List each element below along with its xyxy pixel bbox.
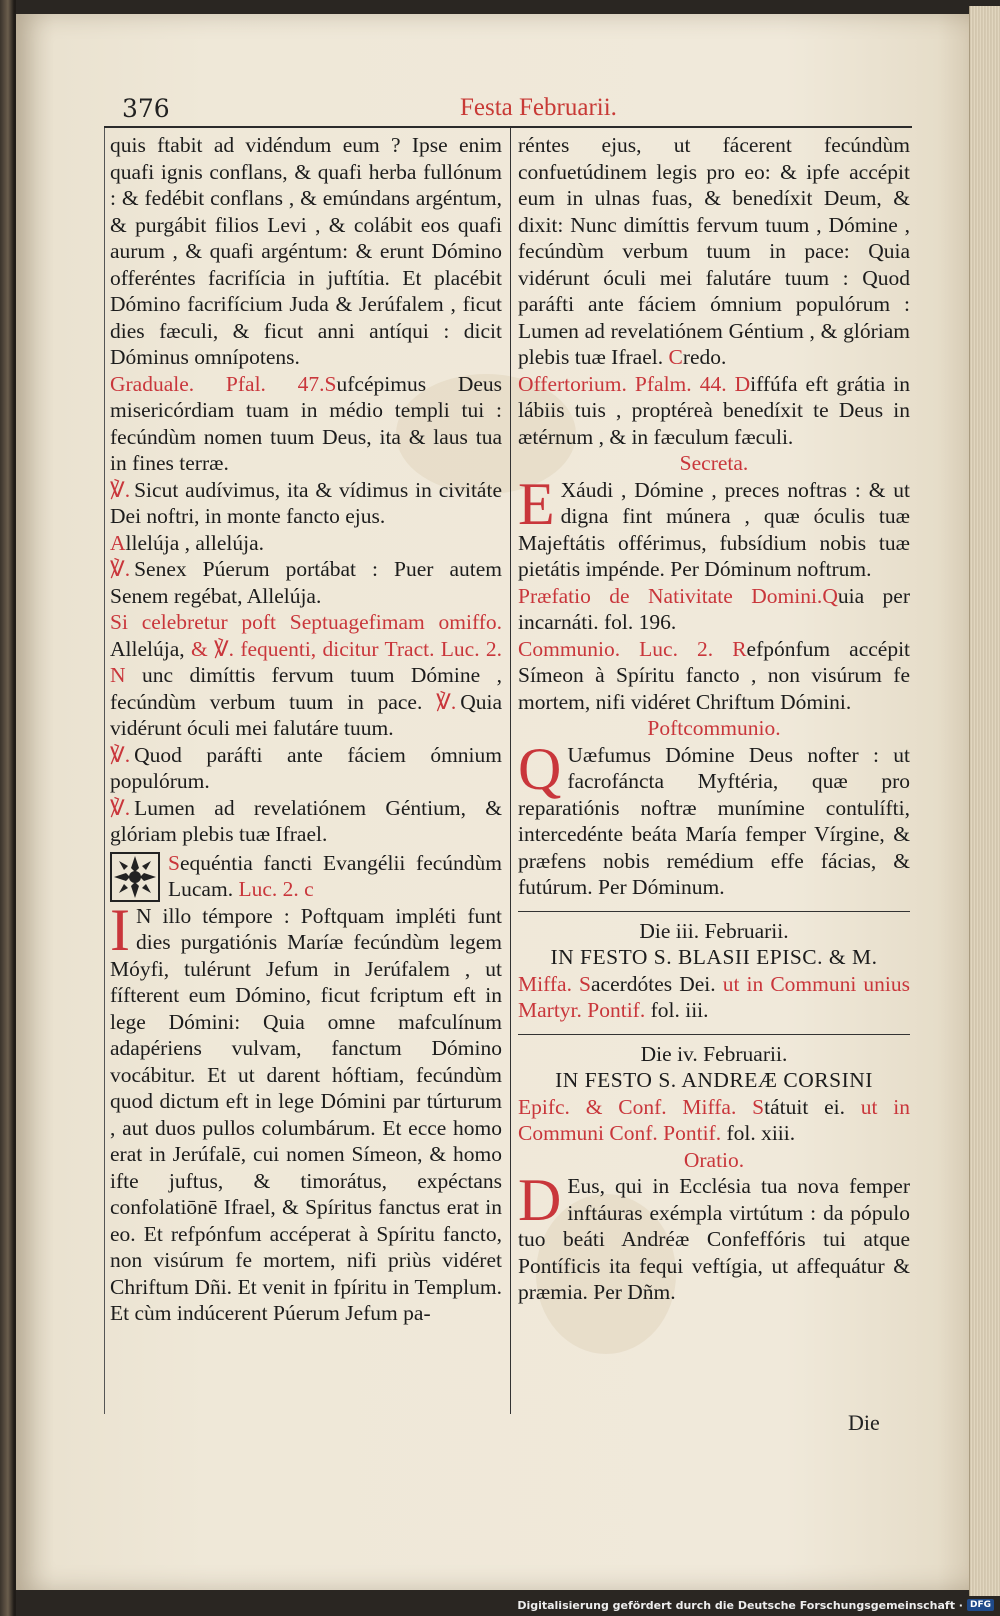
offertorium-text: iffúfa eft grátia in lábiis tuis , proptéreà benedíxit te Deus in ætérnum , & in fæculum fæculi.	[518, 371, 910, 449]
gospel-body: N illo témpore : Poftquam impléti funt dies purgatiónis Maríæ fecúndùm legem Móyfi, tulérunt Jefum in Jerúfalem , ut fífterent eum Dómino, ficut fcriptum eft in lege Dómini: Quia omne mafculínum adapériens vulvam, fanctum Dómino vocábitur. Et ut darent hóftiam, fecúndùm quod dictum eft in lege Dómini par túrturum , aut duos pullos columbárum. Et ecce homo erat in Jerúfalē, cui nomen Símeon, & homo ifte juftus, & timorátus, expéctans confolatiōnē Ifrael, & Spíritus fanctus erat in eo. Et refpónfum accéperat à Spíritu fancto, non visúrum fe mortem, nifi priùs vidéret Chriftum Dñi. Et venit in fpíritu in Templum. Et cùm indúcerent Púerum Jefum pa-	[110, 903, 502, 1325]
alleluia-text: llelúja , allelúja.	[125, 530, 265, 555]
praefatio-initial: Q	[822, 583, 838, 608]
malachi-reading-end: quis ftabit ad vidéndum eum ? Ipse enim quafi ignis conflans, & quafi herba fullónum : & fedébit conflans , & emúndans argéntum, & purgábit filios Levi , & colábit eos quafi aurum , & quafi argéntum: & erunt Dómino offeréntes facrifícia in juftítia. Et placébit Dómino facrifícium Juda & Jerúfalem , ficut dies fæculi, & ficut anni antíqui : dicit Dóminus omnípotens.	[110, 133, 502, 369]
versicle-2	[110, 556, 502, 609]
versicle-5	[110, 795, 502, 848]
praefatio-label: Præfatio de Nativitate Domini.	[518, 583, 823, 608]
gospel-text	[110, 896, 502, 1327]
feast-mass-1	[518, 971, 910, 1024]
communio-initial: R	[732, 636, 747, 661]
missa-label: Miffa.	[518, 971, 572, 996]
tract-text: unc dimíttis fervum tuum Dómine , fecúndùm verbum tuum in pace.	[110, 663, 502, 714]
oratio-title: Oratio.	[683, 1147, 745, 1172]
gospel-dropcap: I	[110, 896, 130, 963]
versicle-text: Sicut audívimus, ita & vídimus in civitáte Dei noftri, in monte fancto ejus.	[110, 477, 502, 528]
oratio-dropcap: D	[518, 1167, 562, 1233]
left-column	[110, 132, 502, 1327]
credo-initial: C	[668, 345, 683, 369]
credo-text: redo.	[682, 345, 727, 369]
graduale-text: ufcépimus Deus misericórdiam tuam in médio templi tui : fecúndùm nomen tuum Deus, ita & laus tua in fines terræ.	[110, 371, 503, 475]
feast-title-2: IN FESTO S. ANDREÆ CORSINI	[555, 1068, 873, 1092]
versicle-icon: ℣.	[110, 742, 131, 767]
text-frame	[104, 126, 912, 1416]
digitization-footer	[517, 1596, 994, 1614]
versicle-1	[110, 477, 502, 530]
communio-label: Communio. Luc. 2.	[518, 636, 714, 661]
feast-date-1: Die iii. Februarii.	[639, 918, 789, 943]
postcommunio-text: Uæfumus Dómine Deus nofter : ut facrofáncta Myftéria, quæ pro reparatiónis noftræ munímine contulífti, intercedénte beáta María femper Vírgine, & præfens nobis remédium effe fácias, & futúrum. Per Dóminum.	[518, 742, 910, 899]
secreta-dropcap: E	[518, 470, 555, 537]
postcommunio	[518, 735, 910, 901]
versicle-text: Senex Púerum portábat : Puer autem Senem regébat, Allelúja.	[110, 557, 502, 608]
rubric-text: Si celebretur poft Septuagefimam omiffo.	[110, 610, 502, 634]
versicle-text: Lumen ad revelatiónem Géntium, & glóriam plebis tuæ Ifrael.	[110, 795, 502, 846]
section-divider	[518, 1034, 910, 1035]
feast-mass-2	[518, 1094, 910, 1147]
tract-rubric	[110, 609, 502, 742]
missa-label: Epifc. & Conf. Miffa.	[518, 1094, 737, 1119]
secreta-title: Secreta.	[679, 451, 749, 475]
column-rule	[510, 128, 511, 1414]
page-edges	[969, 6, 1000, 1596]
left-rule	[104, 128, 105, 1414]
offertorium-initial: D	[734, 371, 751, 396]
sequentia	[110, 850, 502, 903]
missa-folio: fol. xiii.	[726, 1121, 796, 1145]
communio	[518, 636, 910, 716]
missa-text: acerdótes Dei.	[591, 971, 716, 996]
catchword: Die	[848, 1410, 880, 1435]
versicle-icon: ℣.	[110, 557, 131, 581]
graduale	[110, 371, 502, 477]
rubric-text-2: & ℣. fequenti, dicitur Tract. Luc. 2.	[190, 636, 503, 661]
offertorium	[518, 371, 910, 451]
dfg-logo: DFG	[967, 1599, 994, 1611]
missa-reference: ut in Communi unius Martyr. Pontif.	[518, 971, 911, 1022]
versicle-icon: ℣.	[436, 689, 457, 714]
communio-text: efpónfum accépit Símeon à Spíritu fancto , non visúrum fe mortem, nifi vidéret Chriftum Dómini.	[518, 636, 911, 714]
sequentia-initial: S	[168, 850, 180, 875]
fleuron-ornament-icon	[110, 852, 160, 902]
missa-text: tátuit ei.	[764, 1094, 845, 1119]
gospel-continuation-text: réntes ejus, ut fácerent fecúndùm confuetúdinem legis pro eo: & ipfe accépit eum in ulnas fuas, & benedíxit Deum, & dixit: Nunc dimíttis fervum tuum , Dómine , fecúndùm verbum tuum in pace: Quia vidérunt óculi mei falutáre tuum : Quod paráfti ante fáciem ómnium populórum : Lumen ad revelatiónem Géntium , & glóriam plebis tuæ Ifrael.	[518, 133, 910, 369]
rubric-alleluia: Allelúja,	[110, 636, 185, 661]
right-column	[518, 132, 910, 1306]
gospel-continuation	[518, 132, 910, 371]
alleluia-initial: A	[110, 530, 126, 555]
offertorium-label: Offertorium. Pfalm. 44.	[518, 371, 727, 396]
secreta-text: Xáudi , Dómine , preces noftras : & ut digna fint múnera , quæ óculis tuæ Majeftátis offérimus, fubsídium nobis tuæ pietátis impénde. Per Dóminum noftrum.	[518, 477, 910, 581]
praefatio-text: uia per incarnáti. fol. 196.	[518, 583, 910, 634]
versicle-text: Quod paráfti ante fáciem ómnium populórum.	[110, 742, 502, 793]
tract-initial: N	[110, 663, 126, 687]
versicle-icon: ℣.	[110, 477, 131, 502]
feast-title-1: IN FESTO S. BLASII EPISC. & M.	[550, 945, 878, 969]
alleluia	[110, 530, 502, 557]
postcommunio-title: Poftcommunio.	[647, 716, 781, 740]
graduale-label: Graduale. Pfal. 47.	[110, 371, 325, 396]
page-header	[122, 94, 642, 128]
sequentia-text: equéntia fancti Evangélii fecúndùm Lucam.	[168, 850, 502, 901]
postcommunio-dropcap: Q	[518, 735, 562, 802]
oratio	[518, 1167, 910, 1306]
footer-text: Digitalisierung gefördert durch die Deutsche Forschungsgemeinschaft ·	[517, 1598, 963, 1612]
feast-date-2: Die iv. Februarii.	[640, 1041, 788, 1066]
oratio-text: Eus, qui in Ecclésia tua nova femper inftáuras exémpla virtútum : da pópulo tuo beáti Andréæ Confeffóris tui atque Pontíficis ita fequi veftígia, ut affequátur & præmia. Per Dñm.	[518, 1174, 910, 1304]
page-number: 376	[122, 94, 170, 123]
section-divider	[518, 911, 910, 912]
praefatio	[518, 583, 910, 636]
missa-folio: fol. iii.	[650, 998, 709, 1022]
missa-reference: ut in Communi Conf. Pontif.	[518, 1094, 911, 1145]
graduale-initial: S	[324, 371, 337, 396]
versicle-text: Quia vidérunt óculi mei falutáre tuum.	[110, 689, 502, 740]
missa-initial: S	[752, 1094, 765, 1119]
versicle-4	[110, 742, 502, 795]
sequentia-reference: Luc. 2. c	[238, 877, 314, 901]
missa-initial: S	[579, 971, 591, 996]
secreta	[518, 470, 910, 583]
versicle-icon: ℣.	[110, 795, 131, 820]
running-title: Festa Februarii.	[460, 94, 617, 121]
